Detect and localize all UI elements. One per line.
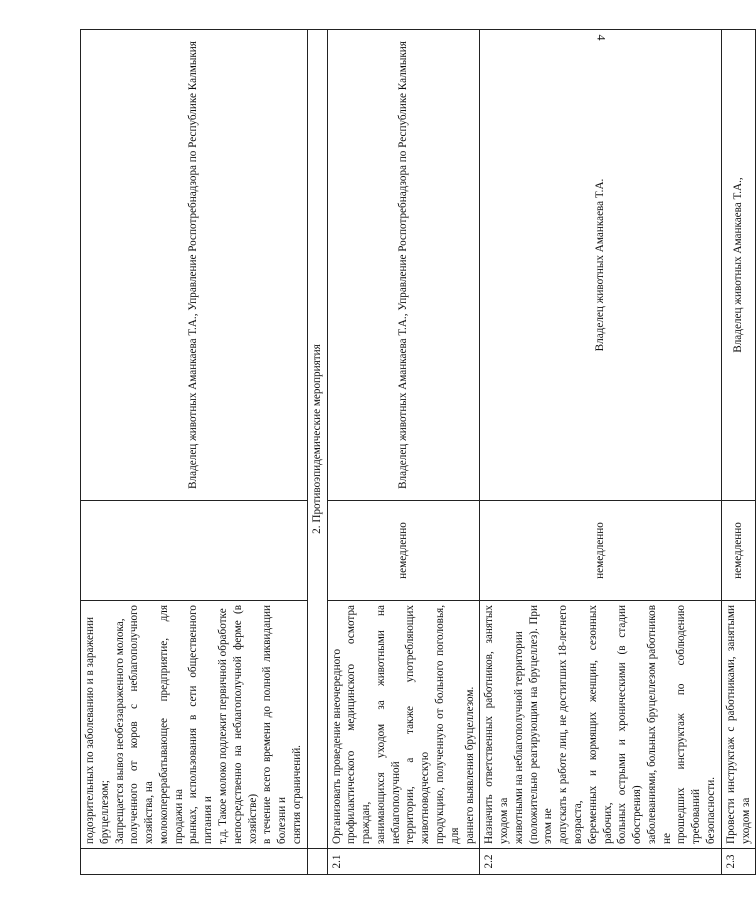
table-row xyxy=(480,30,722,875)
row-number: 2.1 xyxy=(327,849,480,875)
row-number: 2.3 xyxy=(721,849,756,875)
section-title: 2. Противоэпидемические мероприятия xyxy=(307,30,327,849)
row-action xyxy=(480,601,722,849)
action-line: прошедших инструктаж по соблюдению требований xyxy=(675,605,703,844)
row-term xyxy=(81,501,308,601)
rotated-table-frame xyxy=(80,30,752,875)
action-line: занимающихся уходом за животными на неблагополучной xyxy=(374,605,402,844)
table-row xyxy=(721,30,756,875)
action-line: животными на неблагополучной территории xyxy=(512,631,525,844)
action-line: больных острыми и хроническими (в стадии обострения) xyxy=(616,605,644,844)
row-term: немедленно xyxy=(721,501,756,601)
row-number: 2.2 xyxy=(480,849,722,875)
action-line: (положительно реагирующим на бруцеллез). При этом не xyxy=(527,605,555,844)
rotated-table-content xyxy=(80,30,752,875)
row-responsible: Владелец животных Аманкаева Т.А., Управление Роспотребнадзора по Республике Калмыкия xyxy=(327,30,480,501)
action-line: т.д. Такое молоко подлежит первичной обработке xyxy=(217,608,230,844)
action-line: Назначить ответственных работников, занятых уходом за xyxy=(483,605,511,844)
action-line: бруцеллезом; xyxy=(98,780,111,844)
action-line: Организовать проведение внеочередного xyxy=(330,648,343,844)
action-line: Провести инструктаж с работниками, занятыми уходом за xyxy=(724,605,752,844)
measures-table xyxy=(80,29,756,875)
row-action xyxy=(327,601,480,849)
row-number xyxy=(81,849,308,875)
page-number: 4 xyxy=(594,34,609,41)
action-line: в течение всего времени до полной ликвидации болезни и xyxy=(261,605,289,844)
row-action xyxy=(721,601,756,849)
action-line: беременных и кормящих женщин, сезонных рабочих, xyxy=(586,605,614,844)
action-line: рынках, использования в сети общественного питания и xyxy=(187,605,215,844)
action-line: заболеваниями, больных бруцеллезом работников не xyxy=(645,605,673,844)
action-line: безопасности. xyxy=(705,776,718,844)
row-responsible: Владелец животных Аманкаева Т.А., xyxy=(721,30,756,501)
action-line: раннего выявления бруцеллезом. xyxy=(463,686,476,844)
row-responsible: Владелец животных Аманкаева Т.А., Управление Роспотребнадзора по Республике Калмыкия xyxy=(81,30,308,501)
action-line: полученного от коров с неблагополучного хозяйства, на xyxy=(128,605,156,844)
section-header-row xyxy=(307,30,327,875)
action-line: Запрещается вывоз необеззараженного молока, xyxy=(113,618,126,844)
action-line: территории, а также употребляющих животноводческую xyxy=(404,605,432,844)
row-term: немедленно xyxy=(327,501,480,601)
action-line: непосредственно на неблагополучной ферме (в хозяйстве) xyxy=(231,605,259,844)
row-responsible: Владелец животных Аманкаева Т.А. xyxy=(480,30,722,501)
action-line: снятия ограничений. xyxy=(290,745,303,844)
action-line: допускать к работе лиц, не достигших 18-летнего возраста, xyxy=(557,605,584,844)
action-line: молокоперерабатывающее предприятие, для продажи на xyxy=(157,605,185,844)
action-line: продукцию, полученную от больного поголовья, для xyxy=(433,605,461,844)
table-row-continuation xyxy=(81,30,308,875)
action-line: профилактического медицинского осмотра граждан, xyxy=(345,605,373,844)
table-row xyxy=(327,30,480,875)
row-term: немедленно xyxy=(480,501,722,601)
section-number-cell xyxy=(307,849,327,875)
action-line: подозрительных по заболеванию и в заражении xyxy=(84,617,96,844)
row-action xyxy=(81,601,308,849)
